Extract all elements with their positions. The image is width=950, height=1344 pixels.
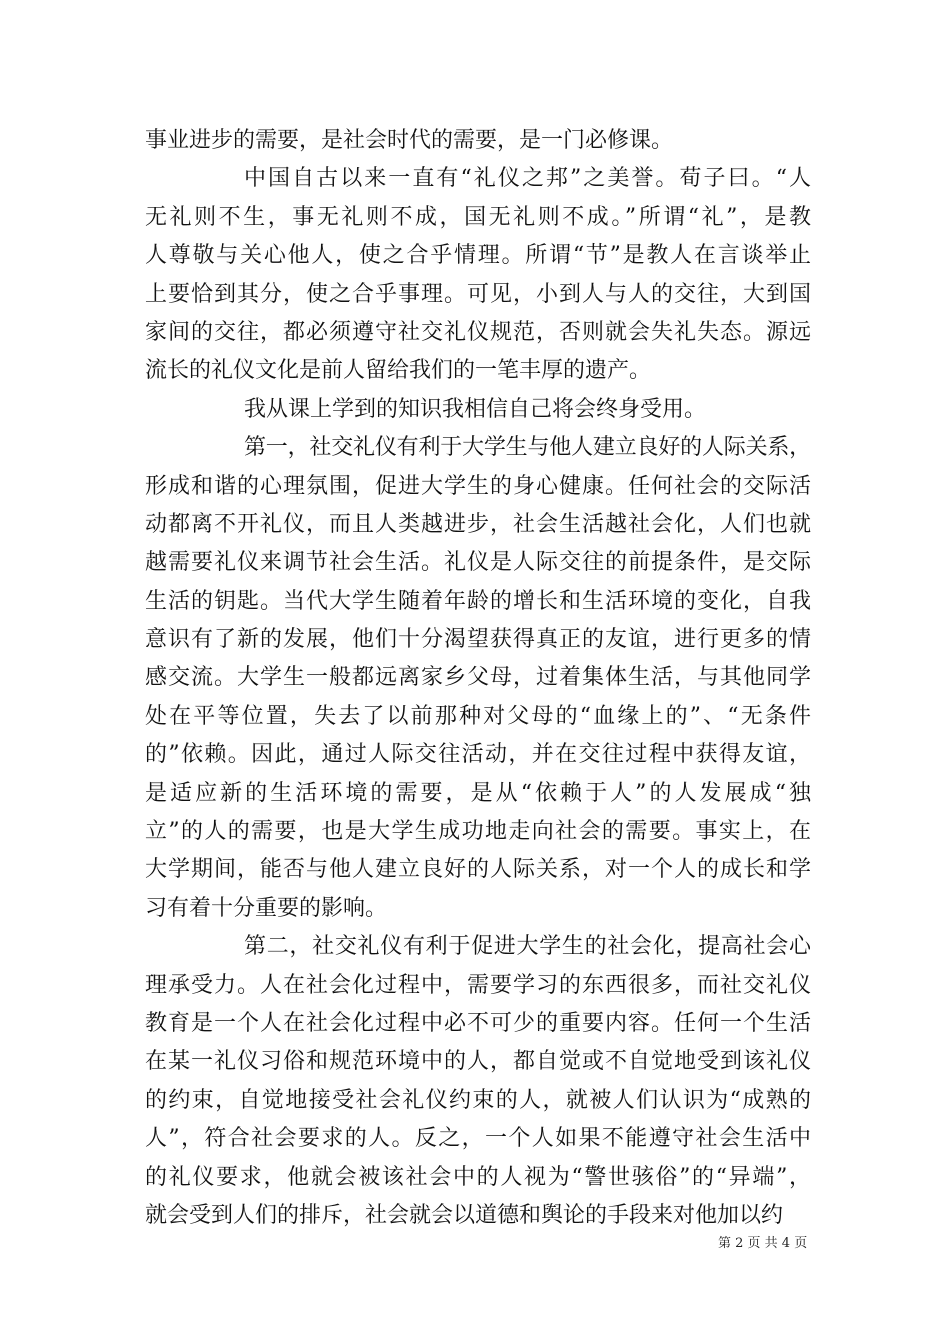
text-line: 越需要礼仪来调节社会生活。礼仪是人际交往的前提条件，是交际: [145, 550, 812, 576]
text-line: 是适应新的生活环境的需要，是从“依赖于人”的人发展成“独: [145, 780, 815, 806]
text-line: 意识有了新的发展，他们十分渴望获得真正的友谊，进行更多的情: [145, 627, 812, 653]
text-line: 习有着十分重要的影响。: [145, 895, 388, 921]
text-line: 无礼则不生，事无礼则不成，国无礼则不成。”所谓“礼”，是教: [145, 204, 814, 230]
text-line: 形成和谐的心理氛围，促进大学生的身心健康。任何社会的交际活: [145, 473, 812, 499]
text-line: 就会受到人们的排斥，社会就会以道德和舆论的手段来对他加以约: [145, 1202, 784, 1228]
text-line: 人”，符合社会要求的人。反之，一个人如果不能遵守社会生活中: [145, 1126, 813, 1152]
text-line: 家间的交往，都必须遵守社交礼仪规范，否则就会失礼失态。源远: [145, 319, 812, 345]
text-line: 事业进步的需要，是社会时代的需要，是一门必修课。: [145, 128, 674, 153]
paragraph-first-line: 第一，社交礼仪有利于大学生与他人建立良好的人际关系，: [244, 435, 811, 461]
text-line: 在某一礼仪习俗和规范环境中的人，都自觉或不自觉地受到该礼仪: [145, 1049, 812, 1075]
text-line: 教育是一个人在社会化过程中必不可少的重要内容。任何一个生活: [145, 1010, 812, 1036]
text-line: 人尊敬与关心他人，使之合乎情理。所谓“节”是教人在言谈举止: [145, 243, 813, 269]
text-line: 理承受力。人在社会化过程中，需要学习的东西很多，而社交礼仪: [145, 972, 812, 998]
text-line: 的礼仪要求，他就会被该社会中的人视为“警世骇俗”的“异端”，: [145, 1164, 813, 1190]
page-number-footer: 第 2 页 共 4 页: [718, 1236, 808, 1251]
text-line: 处在平等位置，失去了以前那种对父母的“血缘上的”、“无条件: [145, 703, 814, 729]
text-line: 大学期间，能否与他人建立良好的人际关系，对一个人的成长和学: [145, 857, 812, 883]
text-line: 流长的礼仪文化是前人留给我们的一笔丰厚的遗产。: [145, 358, 652, 384]
text-line: 上要恰到其分，使之合乎事理。可见，小到人与人的交往，大到国: [145, 281, 812, 307]
paragraph-first-line: 我从课上学到的知识我相信自己将会终身受用。: [244, 396, 707, 422]
paragraph-first-line: 第二，社交礼仪有利于促进大学生的社会化，提高社会心: [244, 934, 812, 960]
text-line: 感交流。大学生一般都远离家乡父母，过着集体生活，与其他同学: [145, 665, 812, 691]
body-text: [145, 122, 815, 1235]
text-line: 立”的人的需要，也是大学生成功地走向社会的需要。事实上，在: [145, 819, 813, 845]
paragraph-first-line: 中国自古以来一直有“礼仪之邦”之美誉。荀子曰。“人: [244, 166, 814, 192]
text-line: 生活的钥匙。当代大学生随着年龄的增长和生活环境的变化，自我: [145, 588, 812, 614]
text-line: 动都离不开礼仪，而且人类越进步，社会生活越社会化，人们也就: [145, 511, 812, 537]
text-line: 的约束，自觉地接受社会礼仪约束的人，就被人们认识为“成熟的: [145, 1087, 813, 1113]
text-line: 的”依赖。因此，通过人际交往活动，并在交往过程中获得友谊，: [145, 742, 813, 768]
